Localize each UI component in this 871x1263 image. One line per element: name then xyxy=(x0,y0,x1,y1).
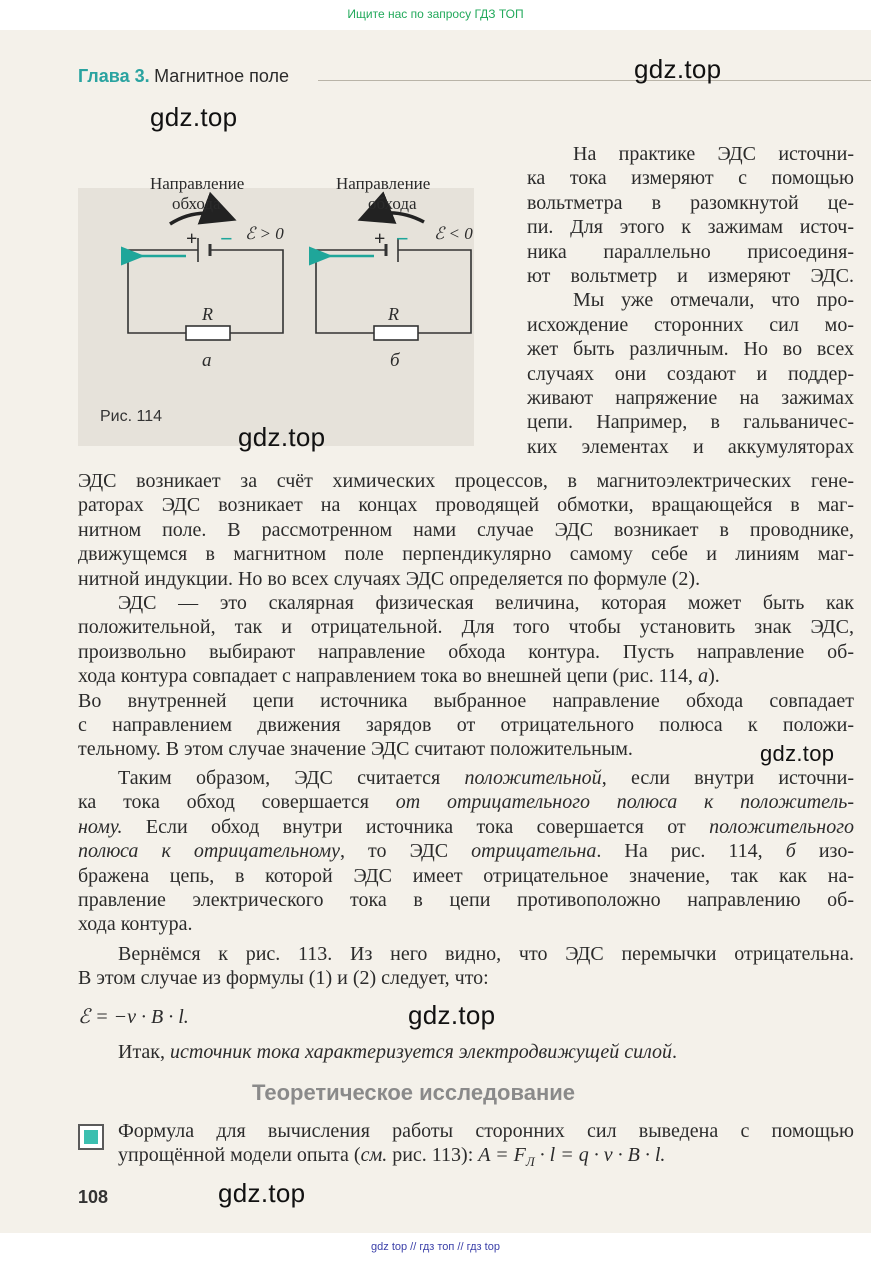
fig-a-label: а xyxy=(202,350,212,371)
paragraph-return: Вернёмся к рис. 113. Из него видно, что ЭДС перемычки отрицательна. В этом случае из формулы (1) и (2) следует, что: xyxy=(78,943,854,990)
watermark-text: gdz.top xyxy=(150,102,238,132)
fig-b-emf: ℰ < 0 xyxy=(434,224,473,243)
theory-square-icon xyxy=(78,1124,104,1150)
fig-b-label: б xyxy=(390,350,400,371)
fig-b-direction-2: обхода xyxy=(368,194,417,213)
fig-b-minus: − xyxy=(396,226,409,251)
watermark-text: gdz.top xyxy=(634,54,722,84)
fig-a-direction-2: обхода xyxy=(172,194,221,213)
fig-a-emf: ℰ > 0 xyxy=(245,224,284,243)
bottom-banner-text[interactable]: gdz top // гдз топ // гдз top xyxy=(371,1241,500,1253)
paragraph-emf-conclusion: Таким образом, ЭДС считается положительной, если внутри источни- ка тока обход совершается от отрицательного полюса к положитель- ному. Если обход внутри источника тока совершается от положительного полюса к отрицательному, то ЭДС отрицательна. На рис. 114, б изо- бражена цепь, в которой ЭДС имеет отрицательное значение, так как на- правление электрического тока в цепи противоположно направлению об- хода контура. xyxy=(78,767,855,936)
fig-b-direction-1: Направление xyxy=(336,174,431,193)
paragraph-emf-sign: ЭДС — это скалярная физическая величина, которая может быть как положительной, так и отрицательной. Для того чтобы установить знак ЭДС, произвольно выбирают направление обхода контура. Пусть направление об- хода контура совпадает с направлением тока во внешней цепи (рис. 114, а). Во внутренней цепи источника выбранное направление обхода совпадает с направлением движения зарядов от отрицательного полюса к положи- тельному. В этом случае значение ЭДС считают положительным. xyxy=(78,592,854,761)
bottom-banner xyxy=(0,1233,871,1263)
fig-b-resistor-label: R xyxy=(388,304,399,324)
watermark-text: gdz.top xyxy=(218,1178,306,1208)
figure-caption: Рис. 114 xyxy=(100,408,163,425)
paragraph-summary: Итак, источник тока характеризуется электродвижущей силой. xyxy=(118,1041,678,1063)
fig-a-resistor-label: R xyxy=(202,304,213,324)
watermark-text: gdz.top xyxy=(238,422,326,452)
bypass-direction-arrow-icon xyxy=(364,213,424,222)
side-paragraph: На практике ЭДС источни- ка тока измеряют с помощью вольтметра в разомкнутой це- пи. Для этого к зажимам источ- ника параллельно присоединя- ют вольтметр и измеряют ЭДС. Мы уже отмечали, что про- исхождение сторонних сил мо- жет быть различным. Но во всех случаях они создают и поддер- живают напряжение на зажимах цепи. Например, в гальваничес- ких элементах и аккумуляторах xyxy=(527,143,854,458)
paragraph-emf-origin: ЭДС возникает за счёт химических процессов, в магнитоэлектрических гене- раторах ЭДС возникает на концах проводящей обмотки, вращающейся в маг- нитном поле. В рассмотренном нами случае ЭДС возникает в проводнике, движущемся в магнитном поле перпендикулярно самому себе и линиям маг- нитной индукции. Но во всех случаях ЭДС определяется по формуле (2). xyxy=(78,470,854,590)
bypass-direction-arrow-icon xyxy=(170,213,230,224)
top-banner-text: Ищите нас по запросу ГДЗ ТОП xyxy=(347,7,524,21)
fig-a-plus: + xyxy=(186,228,198,250)
top-banner xyxy=(0,0,871,30)
watermark-text: gdz.top xyxy=(760,741,835,766)
watermark-text: gdz.top xyxy=(408,1000,496,1030)
fig-a-direction-1: Направление xyxy=(150,174,245,193)
fig-b-plus: + xyxy=(374,228,386,250)
theory-paragraph: Формула для вычисления работы сторонних сил выведена с помощью упрощённой модели опыта (см. рис. 113): $A = F_Л \cdot l = q \cdot v \cdot B \cdot l$. xyxy=(118,1120,854,1170)
chapter-number: Глава 3. xyxy=(78,66,150,86)
theory-heading: Теоретическое исследование xyxy=(252,1080,575,1105)
chapter-title: Магнитное поле xyxy=(154,66,289,86)
page-number: 108 xyxy=(78,1187,109,1207)
header-rule xyxy=(318,80,871,81)
fig-a-minus: − xyxy=(220,226,233,251)
page-header xyxy=(78,66,289,87)
emf-formula: ℰ = −v · B · l. xyxy=(78,1006,189,1028)
